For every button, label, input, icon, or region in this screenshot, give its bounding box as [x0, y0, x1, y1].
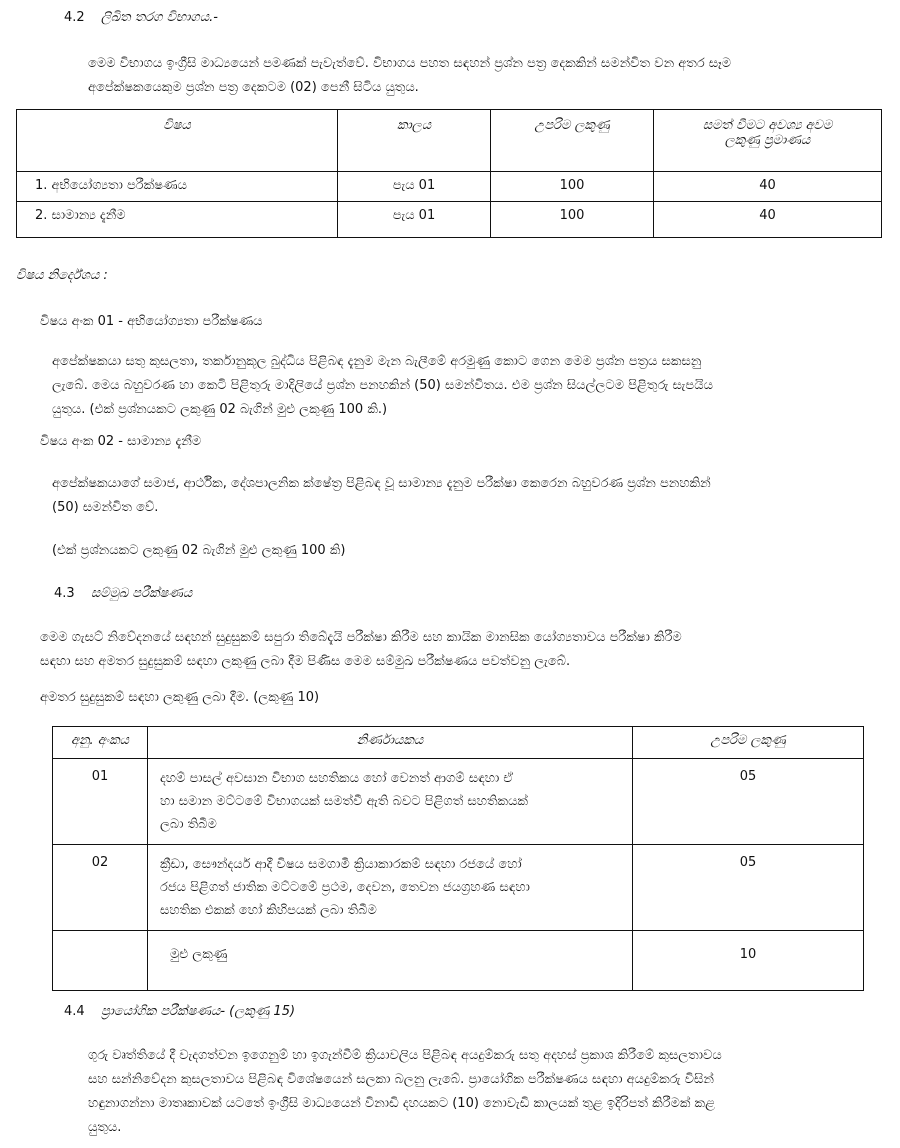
cell-subject: 2. සාමාන්‍ය දැනීම	[17, 202, 338, 238]
criteria-line: ලබා තිබීම	[160, 817, 217, 832]
table-row	[53, 759, 864, 845]
col-header-pass-marks: සමත් වීමට අවශ්‍ය අවම ලකුණු ප්‍රමාණය	[654, 110, 882, 172]
intro-line: සඳහා සහ අමතර සුදුසුකම් සඳහා ලකුණු ලබා දීම පිණිස මෙම සම්මුඛ පරීක්ෂණය පවත්වනු ලැබේ.	[40, 654, 571, 669]
cell-serial: 01	[53, 759, 148, 845]
criteria-line: හා සමාන මට්ටමේ විභාගයක් සමත්වී ඇති බවට පිළිගත් සහතිකයක්	[160, 794, 528, 809]
description-line: (50) සමන්විත වේ.	[52, 500, 159, 515]
section-number: 4.4	[64, 1004, 85, 1019]
paper-2-description	[52, 472, 711, 520]
criteria-line: දහම් පාසල් අවසාන විභාග සහතිකය හෝ වෙනත් ආගම් සඳහා ඒ	[160, 771, 514, 786]
total-value: 10	[633, 931, 864, 991]
paper-2-title: විෂය අංක 02 - සාමාන්‍ය දැනීම	[40, 434, 202, 449]
cell-subject: 1. අභියෝග්‍යතා පරීක්ෂණය	[17, 172, 338, 202]
cell-max: 100	[491, 172, 654, 202]
section-title: සම්මුඛ පරීක්ෂණය	[90, 586, 193, 601]
cell-pass: 40	[654, 202, 882, 238]
cell-max: 100	[491, 202, 654, 238]
col-header-max-marks: උපරිම ලකුණු	[633, 727, 864, 759]
paper-1-title: විෂය අංක 01 - අභියෝග්‍යතා පරීක්ෂණය	[40, 314, 263, 329]
section-title: ලිඛිත තරග විභාගය.-	[100, 10, 218, 25]
table-row	[17, 172, 882, 202]
intro-line: මෙම විභාගය ඉංග්‍රීසි මාධ්‍යයෙන් පමණක් පැවැත්වේ. විභාගය පහත සඳහන් ප්‍රශ්න පත්‍ර දෙකකින් සමන්විත වන අතර සෑම	[88, 56, 732, 71]
interview-marks-table	[52, 726, 864, 991]
description-line: ලැබේ. මෙය බහුවරණ හා කෙටි පිළිතුරු මාදිලියේ ප්‍රශ්න පනහකින් (50) සමන්විතය. එම ප්‍රශ්න සියල්ලටම පිළිතුරු සැපයිය	[52, 378, 713, 393]
body-line: සහ සන්නිවේදන කුසලතාවය පිළිබඳ විශේෂයෙන් සලකා බලනු ලැබේ. ප්‍රායෝගික පරීක්ෂණය සඳහා අයදුම්කරු විසින්	[88, 1072, 714, 1087]
exam-papers-table	[16, 109, 882, 238]
col-header-max-marks: උපරිම ලකුණු	[491, 110, 654, 172]
section-number: 4.3	[54, 586, 75, 601]
col-header-serial: අනු. අංකය	[53, 727, 148, 759]
intro-line: අපේක්ෂකයෙකුම ප්‍රශ්න පත්‍ර දෙකටම (02) පෙනී සිටිය යුතුය.	[88, 80, 419, 95]
total-label: මුළු ලකුණු	[148, 931, 633, 991]
body-line: යුතුය.	[88, 1120, 122, 1135]
cell-criteria	[148, 845, 633, 931]
section-4-2-heading	[64, 10, 218, 25]
body-line: ගුරු වෘත්තියේ දී වැදගත්වන ඉගෙනුම් හා ඉගැන්වීම් ක්‍රියාවලිය පිළිබඳ අයදුම්කරු සතු අදහස් ප්‍රකාශ කිරීමේ කුසලතාවය	[88, 1048, 722, 1063]
total-row	[53, 931, 864, 991]
col-header-criteria: නිර්ණායකය	[148, 727, 633, 759]
intro-line: මෙම ගැසට් නිවේදනයේ සඳහන් සුදුසුකම් සපුරා තිබේදැයි පරීක්ෂා කිරීම සහ කායික මානසික යෝග්‍යතාවය පරීක්ෂා කිරීම	[40, 630, 682, 645]
cell-pass: 40	[654, 172, 882, 202]
cell-time: පැය 01	[338, 202, 491, 238]
cell-empty	[53, 931, 148, 991]
criteria-line: සහතික එකක් හෝ කිහිපයක් ලබා තිබීම	[160, 903, 377, 918]
section-4-4-body	[88, 1044, 722, 1140]
cell-marks: 05	[633, 845, 864, 931]
description-line: යුතුය. (එක් ප්‍රශ්නයකට ලකුණු 02 බැගින් මුළු ලකුණු 100 කි.)	[52, 402, 388, 417]
section-4-2-intro	[88, 52, 731, 100]
syllabus-heading: විෂය නිර්දේශය :	[16, 268, 108, 283]
criteria-line: රජය පිළිගත් ජාතික මට්ටමේ ප්‍රථම, දෙවන, තෙවන ජයග්‍රහණ සඳහා	[160, 880, 530, 895]
section-number: 4.2	[64, 10, 85, 25]
section-4-3-intro	[40, 626, 682, 674]
cell-marks: 05	[633, 759, 864, 845]
cell-criteria	[148, 759, 633, 845]
col-header-subject: විෂය	[17, 110, 338, 172]
section-4-3-heading	[54, 586, 192, 601]
paper-2-note: (එක් ප්‍රශ්නයකට ලකුණු 02 බැගින් මුළු ලකුණු 100 කි)	[52, 543, 346, 558]
description-line: අපේක්ෂකයාගේ සමාජ, ආර්ථික, දේශපාලනික ක්ෂේත්‍ර පිළිබඳ වූ සාමාන්‍ය දැනුම පරීක්ෂා කෙරෙන බහුවරණ ප්‍රශ්න පනහකින්	[52, 476, 711, 491]
criteria-line: ක්‍රීඩා, සෞන්දර්ය ආදී විෂය සමගාමී ක්‍රියාකාරකම් සඳහා රජයේ හෝ	[160, 857, 522, 872]
table-row	[17, 202, 882, 238]
description-line: අපේක්ෂකයා සතු කුසලතා, තර්කානුකූල බුද්ධිය පිළිබඳ දැනුම මැන බැලීමේ අරමුණු කොට ගෙන මෙම ප්‍රශ්න පත්‍රය සකසනු	[52, 354, 702, 369]
section-4-4-heading	[64, 1004, 295, 1019]
cell-time: පැය 01	[338, 172, 491, 202]
col-header-time: කාලය	[338, 110, 491, 172]
section-title: ප්‍රායෝගික පරීක්ෂණය- (ලකුණු 15)	[100, 1004, 296, 1019]
cell-serial: 02	[53, 845, 148, 931]
table-row	[53, 845, 864, 931]
body-line: හඳුනාගන්නා මාතෘකාවක් යටතේ ඉංග්‍රීසි මාධ්‍යයෙන් විනාඩි දහයකට (10) නොවැඩි කාලයක් තුළ ඉදිරිපත් කිරීමක් කළ	[88, 1096, 716, 1111]
additional-qualifications-note: අමතර සුදුසුකම් සඳහා ලකුණු ලබා දීම. (ලකුණු 10)	[40, 690, 320, 705]
paper-1-description	[52, 350, 713, 422]
